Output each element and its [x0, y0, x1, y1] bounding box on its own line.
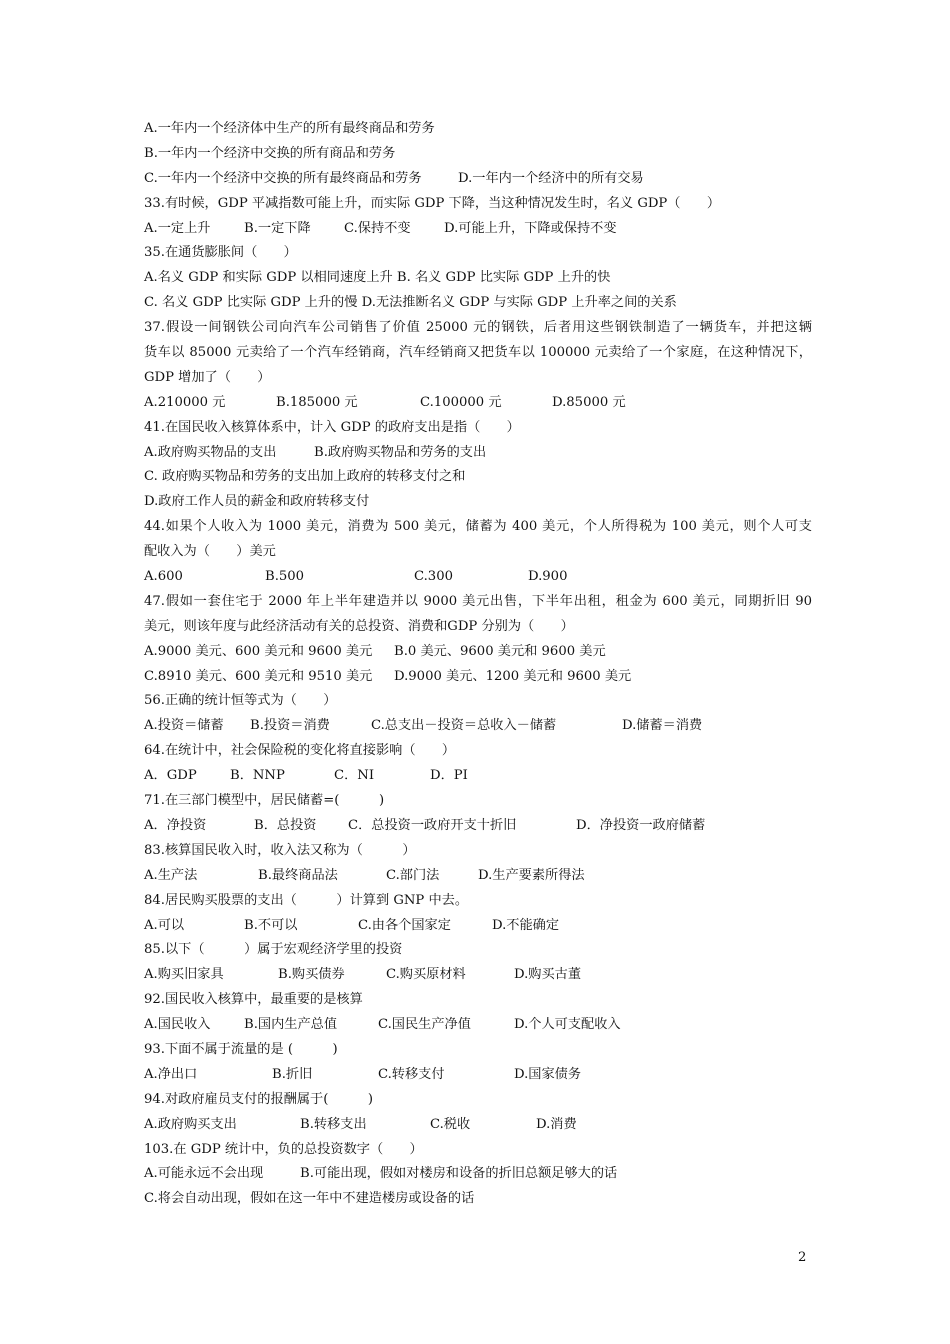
option-line: [144, 565, 812, 590]
option-c: C.税收: [430, 1116, 471, 1132]
option-a: A.国民收入: [144, 1017, 211, 1033]
option-line: [144, 441, 812, 466]
question-56: 56.正确的统计恒等式为（ ）: [144, 693, 337, 709]
option-d: D.85000 元: [552, 394, 626, 410]
option-a: A.生产法: [144, 867, 198, 883]
option-line: [144, 914, 812, 939]
option-b: B.折旧: [272, 1066, 313, 1082]
option-c: C.由各个国家定: [358, 917, 451, 933]
option-c: C.转移支付: [378, 1066, 445, 1082]
question-35: 35.在通货膨胀间（ ）: [144, 245, 297, 261]
option-c: C.部门法: [386, 867, 440, 883]
text-line: 配收入为（ ）美元: [144, 544, 276, 560]
option-a: A.可能永远不会出现: [144, 1166, 264, 1182]
question-92: 92.国民收入核算中，最重要的是核算: [144, 992, 363, 1008]
question-83: 83.核算国民收入时，收入法又称为（ ）: [144, 842, 416, 858]
text-line: C. 政府购买物品和劳务的支出加上政府的转移支付之和: [144, 469, 466, 485]
option-d: D.购买古董: [514, 967, 582, 983]
option-b: B．NNP: [230, 768, 285, 784]
text-line: C. 名义 GDP 比实际 GDP 上升的慢 D.无法推断名义 GDP 与实际 GDP 上升率之间的关系: [144, 295, 677, 311]
option-a: A．净投资: [144, 817, 207, 833]
option-b: B.一定下降: [244, 220, 311, 236]
text-line: A.一年内一个经济体中生产的所有最终商品和劳务: [144, 121, 435, 136]
option-line: [144, 640, 812, 665]
text-line: GDP 增加了（ ）: [144, 369, 271, 385]
option-a: A.210000 元: [144, 394, 226, 410]
option-a: A.投资＝储蓄: [144, 718, 224, 734]
option-b: B.购买债券: [278, 967, 345, 983]
question-71: 71.在三部门模型中，居民储蓄=( ): [144, 793, 385, 809]
page-number: 2: [798, 1250, 807, 1265]
question-103: 103.在 GDP 统计中，负的总投资数字（ ）: [144, 1141, 423, 1157]
option-line: [144, 1113, 812, 1138]
option-line: [144, 714, 812, 739]
option-c: C.国民生产净值: [378, 1017, 471, 1033]
option-line: [144, 864, 812, 889]
question-list: [144, 117, 812, 1212]
option-d: D.不能确定: [492, 917, 560, 933]
option-d: D.消费: [536, 1116, 577, 1132]
option-c: C.保持不变: [344, 220, 411, 236]
question-47: 47.假如一套住宅于 2000 年上半年建造并以 9000 美元出售，下半年出租，租金为 600 美元，同期折旧 90: [144, 593, 812, 609]
option-line: [144, 217, 812, 242]
option-c: C．总投资一政府开支十折旧: [348, 817, 517, 833]
question-94: 94.对政府雇员支付的报酬属于( ): [144, 1091, 374, 1107]
option-d: D.生产要素所得法: [478, 867, 585, 883]
option-line: [144, 1162, 812, 1187]
text-line: 货车以 85000 元卖给了一个汽车经销商，汽车经销商又把货车以 100000 元卖给了一个家庭，在这种情况下，: [144, 345, 812, 361]
text-line: 美元，则该年度与此经济活动有关的总投资、消费和GDP 分别为（ ）: [144, 618, 574, 634]
option-b: B.500: [265, 569, 305, 585]
question-93: 93.下面不属于流量的是 ( ): [144, 1041, 338, 1057]
option-a: A.净出口: [144, 1066, 198, 1082]
question-85: 85.以下（ ）属于宏观经济学里的投资: [144, 942, 403, 958]
option-d: D.9000 美元、1200 美元和 9600 美元: [394, 668, 632, 684]
option-c: C.300: [414, 569, 453, 585]
option-b: B.国内生产总值: [244, 1017, 338, 1033]
option-c: C.购买原材料: [386, 967, 466, 983]
option-b: B．总投资: [254, 817, 317, 833]
option-d: D．PI: [430, 768, 468, 784]
option-b: B.转移支出: [300, 1116, 367, 1132]
option-c: C.100000 元: [420, 394, 502, 410]
question-33: 33.有时候，GDP 平减指数可能上升，而实际 GDP 下降，当这种情况发生时，名义 GDP（ ）: [144, 195, 721, 211]
option-b: B.最终商品法: [258, 867, 338, 883]
question-41: 41.在国民收入核算体系中，计入 GDP 的政府支出是指（ ）: [144, 419, 520, 435]
option-c: C.8910 美元、600 美元和 9510 美元: [144, 668, 373, 684]
option-d: D.一年内一个经济中的所有交易: [458, 170, 644, 186]
option-d: D.可能上升，下降或保持不变: [444, 220, 617, 236]
option-a: A.购买旧家具: [144, 967, 224, 983]
option-c: C.总支出－投资＝总收入－储蓄: [371, 718, 557, 734]
option-d: D.国家债务: [514, 1066, 582, 1082]
text-line: C.将会自动出现，假如在这一年中不建造楼房或设备的话: [144, 1191, 475, 1207]
option-a: A.可以: [144, 917, 185, 933]
option-line: [144, 1063, 812, 1088]
option-c: C．NI: [334, 768, 375, 784]
option-line: [144, 391, 812, 416]
option-b: B.可能出现，假如对楼房和设备的折旧总额足够大的话: [300, 1166, 618, 1182]
option-a: A.9000 美元、600 美元和 9600 美元: [144, 643, 373, 659]
option-d: D.900: [528, 569, 568, 585]
text-line: B.一年内一个经济中交换的所有商品和劳务: [144, 145, 396, 161]
question-84: 84.居民购买股票的支出（ ）计算到 GNP 中去。: [144, 892, 469, 908]
option-line: [144, 814, 812, 839]
option-b: B.185000 元: [276, 394, 358, 410]
option-d: D.储蓄＝消费: [622, 718, 703, 734]
question-37: 37.假设一间钢铁公司向汽车公司销售了价值 25000 元的钢铁，后者用这些钢铁制造了一辆货车，并把这辆: [144, 320, 812, 336]
question-44: 44.如果个人收入为 1000 美元，消费为 500 美元，储蓄为 400 美元，个人所得税为 100 美元，则个人可支: [144, 519, 812, 535]
option-a: A.一定上升: [144, 220, 211, 236]
option-line: [144, 764, 812, 789]
option-c: C.一年内一个经济中交换的所有最终商品和劳务: [144, 170, 422, 186]
text-line: A.名义 GDP 和实际 GDP 以相同速度上升 B. 名义 GDP 比实际 GDP 上升的快: [144, 270, 611, 286]
question-64: 64.在统计中，社会保险税的变化将直接影响（ ）: [144, 743, 456, 759]
option-a: A.政府购买支出: [144, 1116, 237, 1132]
option-b: B.0 美元、9600 美元和 9600 美元: [394, 643, 606, 659]
option-a: A.600: [144, 569, 183, 585]
option-b: B.投资＝消费: [250, 718, 330, 734]
option-line: [144, 963, 812, 988]
option-b: B.政府购买物品和劳务的支出: [314, 444, 487, 460]
option-line: [144, 1013, 812, 1038]
option-line: [144, 665, 812, 690]
option-line: [144, 167, 812, 192]
option-a: A．GDP: [144, 768, 197, 784]
option-b: B.不可以: [244, 917, 298, 933]
option-a: A.政府购买物品的支出: [144, 444, 277, 460]
text-line: D.政府工作人员的薪金和政府转移支付: [144, 494, 370, 510]
option-d: D．净投资一政府储蓄: [576, 817, 706, 833]
option-d: D.个人可支配收入: [514, 1017, 621, 1033]
